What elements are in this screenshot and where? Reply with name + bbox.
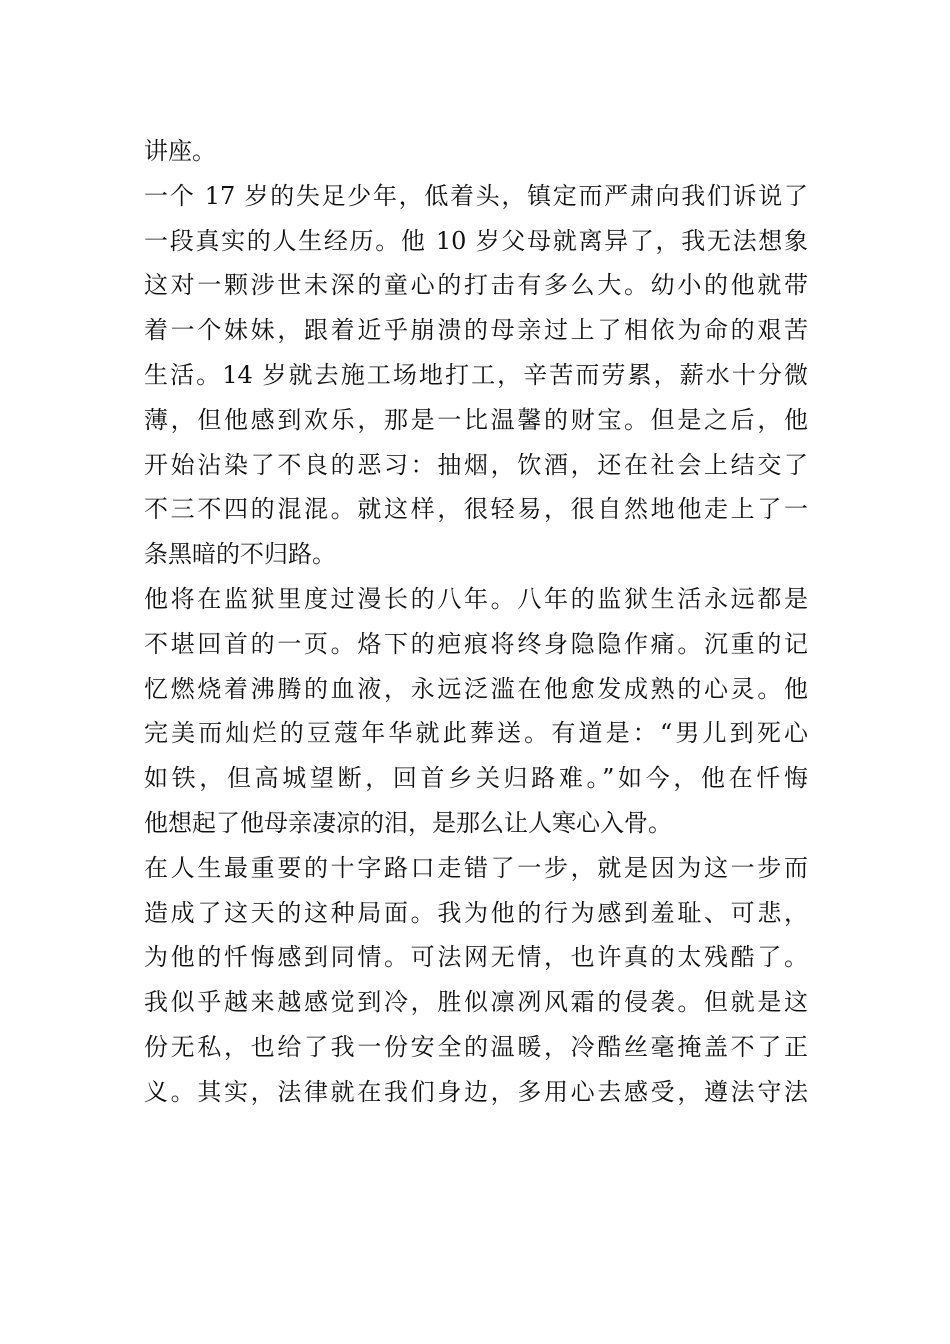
text-line: 造成了这天的这种局面。我为他的行为感到羞耻、可悲，: [144, 898, 808, 927]
text-line: 这对一颗涉世未深的童心的打击有多么大。幼小的他就带: [144, 271, 808, 300]
text-line: 条黑暗的不归路。: [144, 540, 336, 569]
text-line: 着一个妹妹，跟着近乎崩溃的母亲过上了相依为命的艰苦: [144, 316, 808, 345]
text-line: 在人生最重要的十字路口走错了一步，就是因为这一步而: [144, 853, 808, 882]
text-line: 讲座。: [144, 137, 216, 165]
text-line: 他想起了他母亲凄凉的泪，是那么让人寒心入骨。: [144, 808, 672, 837]
text-line: 生活。14 岁就去施工场地打工，辛苦而劳累，薪水十分微: [144, 360, 808, 389]
text-line: 一段真实的人生经历。他 10 岁父母就离异了，我无法想象: [144, 226, 808, 255]
text-line: 薄，但他感到欢乐，那是一比温馨的财宝。但是之后，他: [144, 405, 808, 434]
text-line: 义。其实，法律就在我们身边，多用心去感受，遵法守法: [144, 1077, 808, 1106]
text-line: 一个 17 岁的失足少年，低着头，镇定而严肃向我们诉说了: [144, 181, 808, 210]
text-line: 完美而灿烂的豆蔻年华就此葬送。有道是：“男儿到死心: [144, 719, 808, 748]
text-line: 开始沾染了不良的恶习：抽烟，饮酒，还在社会上结交了: [144, 450, 808, 479]
text-line: 他将在监狱里度过漫长的八年。八年的监狱生活永远都是: [144, 584, 808, 613]
text-line: 为他的忏悔感到同情。可法网无情，也许真的太残酷了。: [144, 943, 808, 972]
text-line: 不堪回首的一页。烙下的疤痕将终身隐隐作痛。沉重的记: [144, 629, 808, 658]
essay-text: [144, 129, 808, 1115]
text-line: 如铁，但高城望断，回首乡关归路难。”如今，他在忏悔: [144, 764, 808, 793]
text-line: 份无私，也给了我一份安全的温暖，冷酷丝毫掩盖不了正: [144, 1032, 808, 1061]
text-line: 我似乎越来越感觉到冷，胜似凛冽风霜的侵袭。但就是这: [144, 988, 808, 1017]
text-line: 不三不四的混混。就这样，很轻易，很自然地他走上了一: [144, 495, 808, 524]
text-line: 忆燃烧着沸腾的血液，永远泛滥在他愈发成熟的心灵。他: [144, 674, 808, 703]
